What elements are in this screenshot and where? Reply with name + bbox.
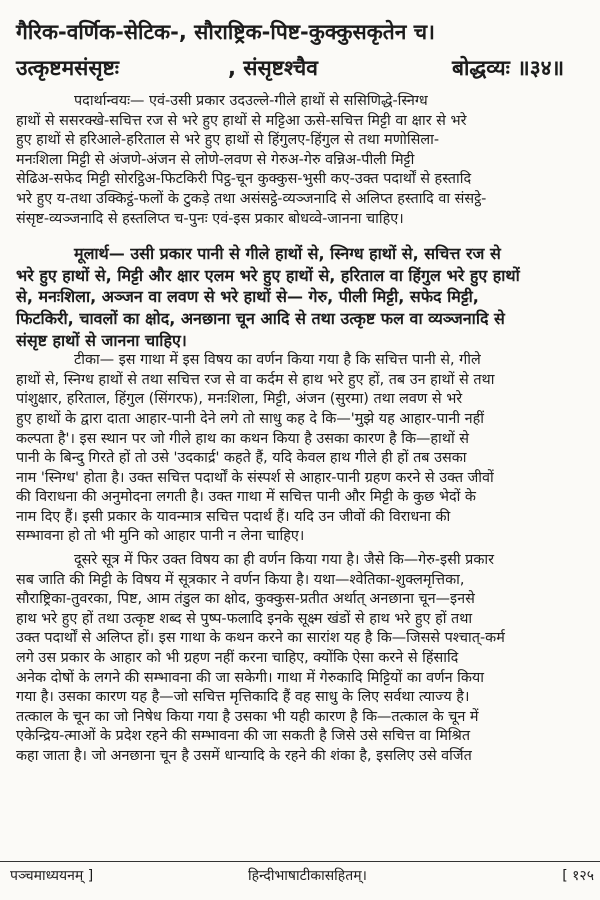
verse-line-2-part-a: उत्कृष्टमसंसृष्टः (16, 56, 120, 80)
tika2-line: लगे उस प्रकार के आहार को भी ग्रहण नहीं करना चाहिए, क्योंकि ऐसा करने से हिंसादि (16, 650, 459, 667)
tika2-line: सब जाति की मिट्टी के विषय में सूत्रकार ने वर्णन किया है। यथा—श्वेतिका-शुक्लमृत्तिका, (16, 571, 465, 588)
footer-chapter: पञ्चमाध्ययनम् ] (10, 868, 94, 884)
verse-line-2-part-b: , संसृष्टश्चैव (228, 56, 318, 80)
tika2-line: हाथ भरे हुए हों तथा उत्कृष्ट शब्द से पुष्प-फलादि इनके सूक्ष्म खंडों से हाथ भरे हुए हों तथा (16, 610, 473, 627)
tika2-line: सौराष्ट्रिका-तुवरका, पिष्ट, आम तंडुल का क्षोद, कुक्कुस-प्रतीत अर्थात् अनछाना चून—इनसे (16, 591, 475, 608)
verse-line-2-part-c: बोद्धव्यः ॥३४॥ (452, 56, 565, 80)
tika2-line: कहा जाता है। जो अनछाना चून है उसमें धान्यादि के रहने की शंका है, इसलिए उसे वर्जित (16, 748, 472, 764)
padarth-line: संसृष्ट-व्यञ्जनादि से हस्तलिप्त च-पुनः एवं-इस प्रकार बोधव्वे-जानना चाहिए। (16, 210, 404, 227)
footer-book-title: हिन्दीभाषाटीकासहितम्। (248, 868, 367, 884)
moolarth-line: फिटकिरी, चावलों का क्षोद, अनछाना चून आदि से तथा उत्कृष्ट फल वा व्यञ्जनादि से (16, 308, 505, 328)
tika2-line: गया है। उसका कारण यह है—जो सचित्त मृत्तिकादि हैं वह साधु के लिए सर्वथा त्याज्य है। (16, 689, 470, 706)
tika2-line: तत्काल के चून का जो निषेध किया गया है उसका भी यही कारण है कि—तत्काल के चून में (16, 708, 479, 725)
tika-line: नाम 'स्निग्ध' होता है। उक्त सचित्त पदार्थों के संस्पर्श से आहार-पानी ग्रहण करने से उक्त जीवों (16, 469, 494, 486)
moolarth-line: मूलार्थ— उसी प्रकार पानी से गीले हाथों से, स्निग्ध हाथों से, सचित्त रज से (74, 244, 501, 264)
tika2-line: एकेन्द्रिय-त्माओं के प्रदेश रहने की सम्भावना की जा सकती है जिसे उसे सचित्त वा मिश्रित (16, 728, 471, 745)
moolarth-line: भरे हुए हाथों से, मिट्टी और क्षार एलम भरे हुए हाथों से, हरिताल वा हिंगुल भरे हुए हाथों (16, 265, 520, 285)
tika-line: की विराधना की अनुमोदना लगती है। उक्त गाथा में सचित्त पानी और मिट्टी के कुछ भेदों के (16, 489, 476, 506)
verse-line-2 (16, 50, 594, 86)
verse-line-1: गैरिक-वर्णिक-सेटिक-, सौराष्ट्रिक-पिष्ट-कुक्कुसकृतेन च। (16, 20, 435, 44)
tika-line: पानी के बिन्दु गिरते हों तो उसे 'उदकार्द्र' कहते हैं, यदि केवल हाथ गीले ही हों तब उसका (16, 450, 467, 467)
padarth-line: सेढिअ-सफेद मिट्टी सोरट्ठिअ-फिटकिरी पिट्ठ-चून कुक्कुस-भुसी कए-उक्त पदार्थों से हस्तादि (16, 171, 472, 188)
tika-line: सम्भावना हो तो भी मुनि को आहार पानी न लेना चाहिए। (16, 528, 305, 545)
tika-line: टीका— इस गाथा में इस विषय का वर्णन किया गया है कि सचित्त पानी से, गीले (74, 352, 481, 369)
page-footer (0, 861, 600, 888)
tika2-line: उक्त पदार्थों से अलिप्त हों। इस गाथा के कथन करने का सारांश यह है कि—जिससे पश्चात्-कर्म (16, 630, 505, 647)
footer-page-number: [ १२५ (562, 868, 594, 884)
tika-paragraph-2 (16, 551, 594, 767)
tika-section (16, 351, 594, 547)
tika2-line: अनेक दोषों के लगने की सम्भावना की जा सकेगी। गाथा में गेरुकादि मिट्टियों का वर्णन किया (16, 669, 485, 686)
padarth-line: मनःशिला मिट्टी से अंजणे-अंजन से लोणे-लवण से गेरुअ-गेरु वन्निअ-पीली मिट्टी (16, 151, 415, 168)
tika-line: नाम दिए हैं। इसी प्रकार के यावन्मात्र सचित्त पदार्थ हैं। यदि उन जीवों की विराधना की (16, 508, 451, 525)
padarth-line: भरे हुए य-तथा उक्किट्ठं-फलों के टुकड़े तथा असंसट्ठे-व्यञ्जनादि से अलिप्त हस्तादि वा संसट्ठे- (16, 190, 487, 207)
padarth-line: पदार्थान्वयः— एवं-उसी प्रकार उदउल्ले-गीले हाथों से ससिणिद्धे-स्निग्ध (74, 93, 428, 109)
tika-line: पांशुक्षार, हरिताल, हिंगुल (सिंगरफ), मनःशिला, मिट्टी, अंजन (सुरमा) तथा लवण से भरे (16, 391, 463, 408)
padarth-line: हाथों से ससरक्खे-सचित्त रज से भरे हुए हाथों से मट्टिआ ऊसे-सचित्त मिट्टी वा क्षार से भरे (16, 112, 467, 129)
moolarth-line: से, मनःशिला, अञ्जन वा लवण से भरे हाथों से— गेरु, पीली मिट्टी, सफेद मिट्टी, (16, 287, 479, 307)
padarthanvaya-section (16, 92, 594, 229)
tika-line: हाथों से, स्निग्ध हाथों से तथा सचित्त रज से वा कर्दम से हाथ भरे हुए हों, तब उन हाथों से तथा (16, 371, 495, 388)
tika2-line: दूसरे सूत्र में फिर उक्त विषय का ही वर्णन किया गया है। जैसे कि—गेरु-इसी प्रकार (74, 552, 494, 569)
tika-line: कल्पता है'। इस स्थान पर जो गीले हाथ का कथन किया है उसका कारण है कि—हाथों से (16, 430, 470, 447)
tika-line: हुए हाथों के द्वारा दाता आहार-पानी देने लगे तो साधु कह दे कि—'मुझे यह आहार-पानी नहीं (16, 410, 485, 427)
padarth-line: हुए हाथों से हरिआले-हरिताल से भरे हुए हाथों से हिंगुलए-हिंगुल से तथा मणोसिला- (16, 132, 440, 149)
moolarth-section (16, 243, 594, 351)
moolarth-line: संसृष्ट हाथों से जानना चाहिए। (16, 330, 187, 350)
